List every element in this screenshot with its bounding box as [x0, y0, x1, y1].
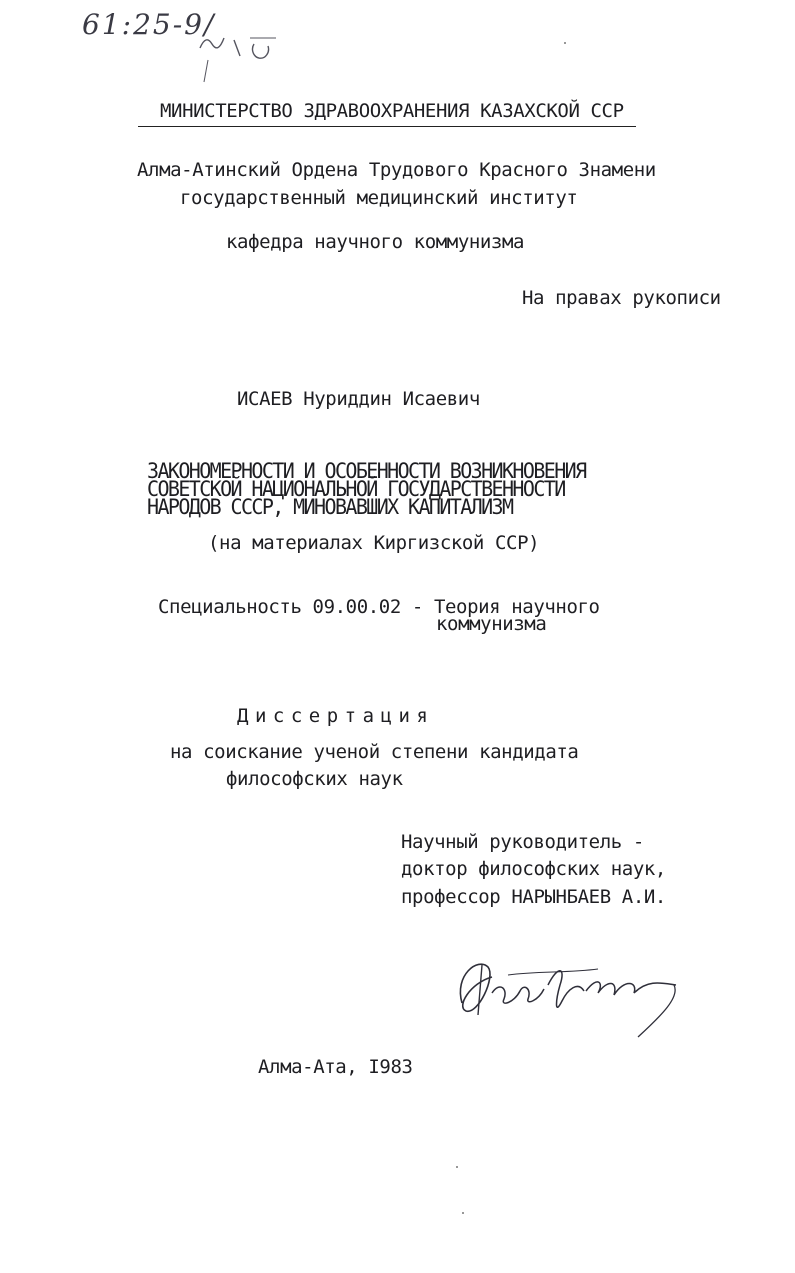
manuscript-rights: На правах рукописи: [522, 287, 721, 309]
paper-speck: [456, 1166, 458, 1168]
title-line-2: СОВЕТСКОЙ НАЦИОНАЛЬНОЙ ГОСУДАРСТВЕННОСТИ: [147, 475, 565, 502]
supervisor-signature: [448, 945, 698, 1045]
supervisor-line-2: доктор философских наук,: [401, 858, 666, 880]
author-name: ИСАЕВ Нуриддин Исаевич: [237, 388, 480, 410]
degree-line-1: на соискание ученой степени кандидата: [170, 741, 579, 763]
title-line-3: НАРОДОВ СССР, МИНОВАВШИХ КАПИТАЛИЗМ: [147, 493, 513, 520]
specialty-line-1: Специальность 09.00.02 - Теория научного: [158, 596, 600, 618]
archive-code-handwritten: 61:25-9/: [82, 8, 216, 41]
specialty-line-2: коммунизма: [436, 613, 547, 635]
institute-line-2: государственный медицинский институт: [180, 187, 578, 209]
paper-speck: [462, 1212, 464, 1214]
degree-line-2: философских наук: [226, 768, 403, 790]
supervisor-line-1: Научный руководитель -: [401, 831, 644, 853]
document-type: Диссертация: [237, 705, 435, 727]
title-line-1: ЗАКОНОМЕРНОСТИ И ОСОБЕННОСТИ ВОЗНИКНОВЕНИЯ: [147, 457, 586, 484]
institute-line-1: Алма-Атинский Ордена Трудового Красного Знамени: [137, 159, 656, 181]
city-year: Алма-Ата, I983: [258, 1056, 413, 1078]
ministry-heading: МИНИСТЕРСТВО ЗДРАВООХРАНЕНИЯ КАЗАХСКОЙ ССР: [138, 100, 636, 127]
subtitle: (на материалах Киргизской ССР): [208, 532, 540, 554]
archive-code-scribble: [190, 14, 330, 84]
paper-speck: [564, 42, 566, 44]
department-name: кафедра научного коммунизма: [226, 231, 525, 253]
supervisor-line-3: профессор НАРЫНБАЕВ А.И.: [401, 886, 666, 908]
